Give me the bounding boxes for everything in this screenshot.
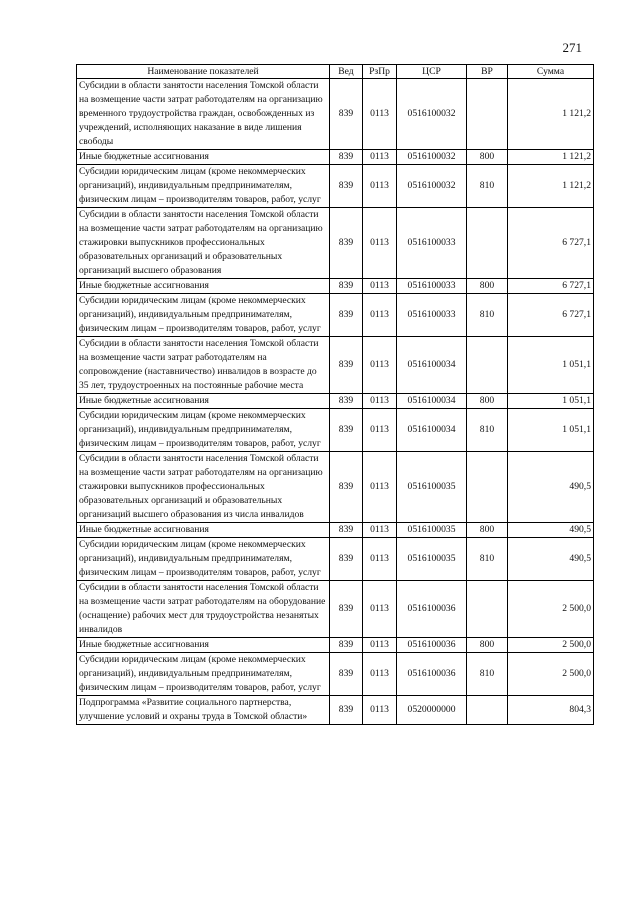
cell-ved: 839 xyxy=(330,394,363,409)
cell-csr: 0516100035 xyxy=(397,538,467,581)
cell-sum: 1 051,1 xyxy=(508,409,594,452)
cell-vr xyxy=(467,581,508,638)
cell-vr xyxy=(467,337,508,394)
cell-name: Иные бюджетные ассигнования xyxy=(77,150,330,165)
cell-vr: 800 xyxy=(467,279,508,294)
cell-sum: 490,5 xyxy=(508,452,594,523)
cell-sum: 6 727,1 xyxy=(508,279,594,294)
cell-vr: 810 xyxy=(467,538,508,581)
cell-name: Иные бюджетные ассигнования xyxy=(77,523,330,538)
cell-vr: 810 xyxy=(467,409,508,452)
cell-name: Иные бюджетные ассигнования xyxy=(77,279,330,294)
cell-csr: 0516100036 xyxy=(397,581,467,638)
cell-ved: 839 xyxy=(330,452,363,523)
cell-sum: 804,3 xyxy=(508,696,594,725)
cell-name: Субсидии юридическим лицам (кроме некоммерческих организаций), индивидуальным предпринимателям, физическим лицам – производителям товаров, работ, услуг xyxy=(77,294,330,337)
cell-vr xyxy=(467,79,508,150)
cell-rzpr: 0113 xyxy=(363,337,397,394)
cell-ved: 839 xyxy=(330,638,363,653)
cell-vr xyxy=(467,208,508,279)
cell-name: Иные бюджетные ассигнования xyxy=(77,638,330,653)
cell-csr: 0516100033 xyxy=(397,279,467,294)
header-rzpr: РзПр xyxy=(363,65,397,79)
table-row xyxy=(77,696,594,725)
cell-sum: 2 500,0 xyxy=(508,638,594,653)
cell-sum: 1 051,1 xyxy=(508,394,594,409)
table-row xyxy=(77,538,594,581)
cell-csr: 0516100034 xyxy=(397,394,467,409)
cell-rzpr: 0113 xyxy=(363,653,397,696)
cell-csr: 0516100036 xyxy=(397,653,467,696)
cell-name: Субсидии в области занятости населения Томской области на возмещение части затрат работодателям на организацию стажировки выпускников профессиональных образовательных организаций и образовательных организаций высшего образования xyxy=(77,208,330,279)
cell-sum: 1 121,2 xyxy=(508,150,594,165)
table-row xyxy=(77,638,594,653)
header-ved: Вед xyxy=(330,65,363,79)
budget-table xyxy=(76,64,594,725)
cell-vr: 800 xyxy=(467,394,508,409)
cell-name: Субсидии в области занятости населения Томской области на возмещение части затрат работодателям на оборудование (оснащение) рабочих мест для трудоустройства незанятых инвалидов xyxy=(77,581,330,638)
table-row xyxy=(77,150,594,165)
table-row xyxy=(77,294,594,337)
cell-ved: 839 xyxy=(330,538,363,581)
header-vr: ВР xyxy=(467,65,508,79)
cell-ved: 839 xyxy=(330,208,363,279)
cell-rzpr: 0113 xyxy=(363,208,397,279)
cell-rzpr: 0113 xyxy=(363,409,397,452)
cell-sum: 2 500,0 xyxy=(508,653,594,696)
cell-sum: 1 121,2 xyxy=(508,165,594,208)
cell-rzpr: 0113 xyxy=(363,150,397,165)
cell-csr: 0516100032 xyxy=(397,165,467,208)
cell-rzpr: 0113 xyxy=(363,279,397,294)
cell-rzpr: 0113 xyxy=(363,294,397,337)
cell-name: Субсидии в области занятости населения Томской области на возмещение части затрат работодателям на сопровождение (наставничество) инвалидов в возрасте до 35 лет, трудоустроенных на постоянные рабочие места xyxy=(77,337,330,394)
cell-name: Субсидии юридическим лицам (кроме некоммерческих организаций), индивидуальным предпринимателям, физическим лицам – производителям товаров, работ, услуг xyxy=(77,165,330,208)
cell-ved: 839 xyxy=(330,150,363,165)
header-csr: ЦСР xyxy=(397,65,467,79)
cell-name: Субсидии в области занятости населения Томской области на возмещение части затрат работодателям на организацию стажировки выпускников профессиональных образовательных организаций и образовательных организаций высшего образования из числа инвалидов xyxy=(77,452,330,523)
cell-ved: 839 xyxy=(330,581,363,638)
cell-sum: 1 051,1 xyxy=(508,337,594,394)
cell-name: Субсидии юридическим лицам (кроме некоммерческих организаций), индивидуальным предпринимателям, физическим лицам – производителям товаров, работ, услуг xyxy=(77,409,330,452)
cell-csr: 0516100034 xyxy=(397,409,467,452)
cell-rzpr: 0113 xyxy=(363,79,397,150)
table-row xyxy=(77,409,594,452)
table-row xyxy=(77,279,594,294)
cell-vr: 810 xyxy=(467,653,508,696)
table-row xyxy=(77,394,594,409)
cell-rzpr: 0113 xyxy=(363,638,397,653)
cell-sum: 2 500,0 xyxy=(508,581,594,638)
cell-vr: 800 xyxy=(467,638,508,653)
cell-vr xyxy=(467,452,508,523)
cell-name: Субсидии юридическим лицам (кроме некоммерческих организаций), индивидуальным предпринимателям, физическим лицам – производителям товаров, работ, услуг xyxy=(77,538,330,581)
cell-ved: 839 xyxy=(330,696,363,725)
cell-sum: 6 727,1 xyxy=(508,294,594,337)
cell-csr: 0516100035 xyxy=(397,452,467,523)
cell-rzpr: 0113 xyxy=(363,165,397,208)
cell-rzpr: 0113 xyxy=(363,696,397,725)
cell-ved: 839 xyxy=(330,294,363,337)
cell-csr: 0516100032 xyxy=(397,79,467,150)
cell-rzpr: 0113 xyxy=(363,523,397,538)
cell-sum: 1 121,2 xyxy=(508,79,594,150)
cell-vr: 810 xyxy=(467,294,508,337)
cell-csr: 0516100034 xyxy=(397,337,467,394)
table-row xyxy=(77,581,594,638)
cell-ved: 839 xyxy=(330,279,363,294)
cell-rzpr: 0113 xyxy=(363,538,397,581)
cell-ved: 839 xyxy=(330,409,363,452)
table-row xyxy=(77,79,594,150)
cell-sum: 6 727,1 xyxy=(508,208,594,279)
cell-csr: 0516100036 xyxy=(397,638,467,653)
cell-rzpr: 0113 xyxy=(363,394,397,409)
cell-rzpr: 0113 xyxy=(363,452,397,523)
table-row xyxy=(77,165,594,208)
page-number: 271 xyxy=(562,40,582,55)
cell-vr: 800 xyxy=(467,523,508,538)
cell-name: Субсидии в области занятости населения Томской области на возмещение части затрат работодателям на организацию временного трудоустройства граждан, освобожденных из учреждений, исполняющих наказание в виде лишения свободы xyxy=(77,79,330,150)
cell-rzpr: 0113 xyxy=(363,581,397,638)
cell-vr xyxy=(467,696,508,725)
cell-ved: 839 xyxy=(330,523,363,538)
table-header-row xyxy=(77,65,594,79)
cell-ved: 839 xyxy=(330,79,363,150)
cell-ved: 839 xyxy=(330,337,363,394)
cell-sum: 490,5 xyxy=(508,538,594,581)
cell-csr: 0520000000 xyxy=(397,696,467,725)
table-row xyxy=(77,208,594,279)
cell-vr: 800 xyxy=(467,150,508,165)
cell-csr: 0516100035 xyxy=(397,523,467,538)
header-sum: Сумма xyxy=(508,65,594,79)
cell-csr: 0516100033 xyxy=(397,294,467,337)
cell-ved: 839 xyxy=(330,653,363,696)
table-row xyxy=(77,452,594,523)
cell-vr: 810 xyxy=(467,165,508,208)
table-row xyxy=(77,337,594,394)
cell-name: Подпрограмма «Развитие социального партнерства, улучшение условий и охраны труда в Томской области» xyxy=(77,696,330,725)
cell-name: Иные бюджетные ассигнования xyxy=(77,394,330,409)
table-row xyxy=(77,523,594,538)
table-row xyxy=(77,653,594,696)
cell-csr: 0516100032 xyxy=(397,150,467,165)
cell-name: Субсидии юридическим лицам (кроме некоммерческих организаций), индивидуальным предпринимателям, физическим лицам – производителям товаров, работ, услуг xyxy=(77,653,330,696)
header-name: Наименование показателей xyxy=(77,65,330,79)
cell-sum: 490,5 xyxy=(508,523,594,538)
cell-ved: 839 xyxy=(330,165,363,208)
cell-csr: 0516100033 xyxy=(397,208,467,279)
